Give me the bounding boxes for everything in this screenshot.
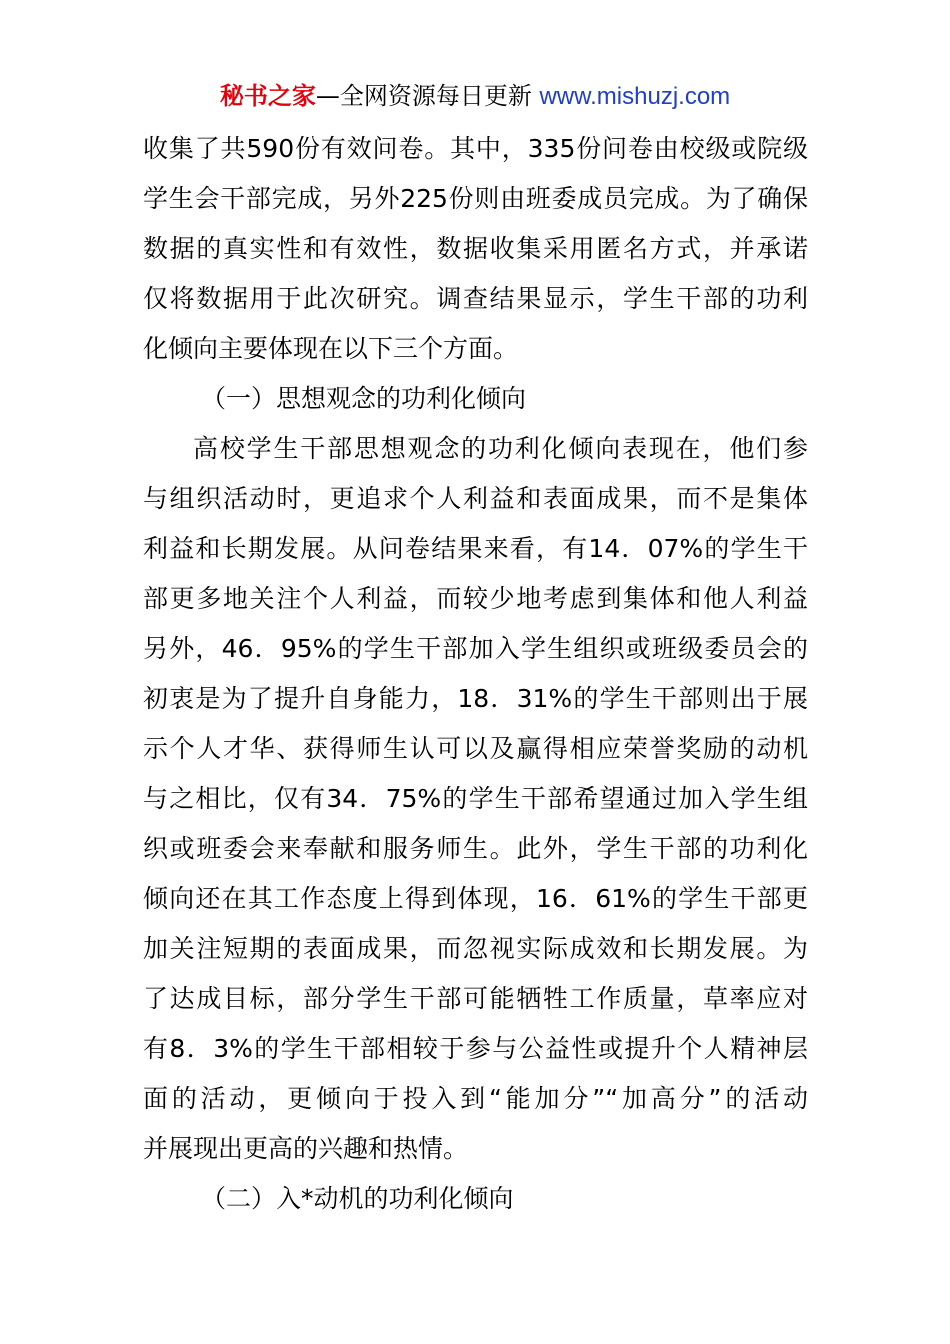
- paragraph-line: 利益和长期发展。从问卷结果来看，有14．07%的学生干: [143, 534, 808, 563]
- paragraph-line: 另外，46．95%的学生干部加入学生组织或班级委员会的: [143, 634, 808, 663]
- header-slogan: —全网资源每日更新: [315, 82, 540, 110]
- document-body: [143, 124, 808, 1224]
- paragraph-line: 仅将数据用于此次研究。调查结果显示，学生干部的功利: [143, 284, 808, 313]
- paragraph-line: 与组织活动时，更追求个人利益和表面成果，而不是集体: [143, 484, 808, 513]
- paragraph-line: 初衷是为了提升自身能力，18．31%的学生干部则出于展: [143, 684, 808, 713]
- paragraph-line: 与之相比，仅有34．75%的学生干部希望通过加入学生组: [143, 784, 808, 813]
- paragraph-line: 并展现出更高的兴趣和热情。: [143, 1134, 469, 1163]
- paragraph-line: 化倾向主要体现在以下三个方面。: [143, 334, 519, 363]
- paragraph-line: 部更多地关注个人利益，而较少地考虑到集体和他人利益: [143, 584, 808, 613]
- paragraph-line: 学生会干部完成，另外225份则由班委成员完成。为了确保: [143, 184, 808, 213]
- paragraph-line: 高校学生干部思想观念的功利化倾向表现在，他们参: [193, 434, 808, 463]
- paragraph-line: 有8．3%的学生干部相较于参与公益性或提升个人精神层: [143, 1034, 808, 1063]
- section-heading: （一）思想观念的功利化倾向: [201, 384, 527, 413]
- paragraph-line: 织或班委会来奉献和服务师生。此外，学生干部的功利化: [143, 834, 808, 863]
- paragraph-line: 面的活动，更倾向于投入到“能加分”“加高分”的活动: [143, 1084, 808, 1113]
- site-header: [0, 80, 950, 113]
- paragraph-line: 了达成目标，部分学生干部可能牺牲工作质量，草率应对: [143, 984, 808, 1013]
- paragraph-line: 示个人才华、获得师生认可以及赢得相应荣誉奖励的动机: [143, 734, 808, 763]
- site-url[interactable]: www.mishuzj.com: [539, 83, 731, 110]
- brand-name: 秘书之家: [219, 82, 316, 110]
- paragraph-line: 数据的真实性和有效性，数据收集采用匿名方式，并承诺: [143, 234, 808, 263]
- paragraph-line: 倾向还在其工作态度上得到体现，16．61%的学生干部更: [143, 884, 808, 913]
- paragraph-line: 加关注短期的表面成果，而忽视实际成效和长期发展。为: [143, 934, 808, 963]
- section-heading: （二）入*动机的功利化倾向: [201, 1184, 514, 1213]
- paragraph-line: 收集了共590份有效问卷。其中，335份问卷由校级或院级: [143, 134, 808, 163]
